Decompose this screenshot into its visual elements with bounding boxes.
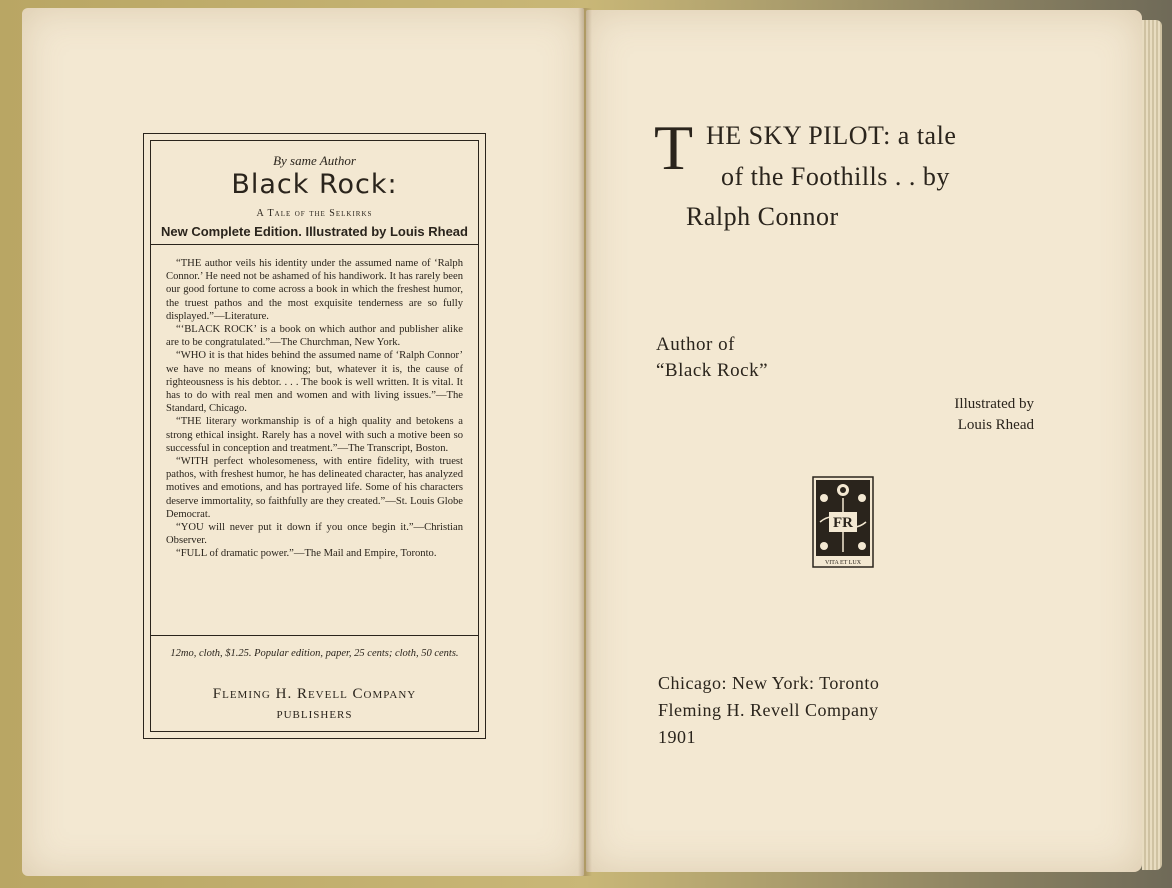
review-quote: “WHO it is that hides behind the assumed name of ‘Ralph Connor’ we have no means of knowing; but, whatever it is, the cause of righteousness is his debtor. . . . The book is well written. It is vital. It has to do with real men and women and with living issues.”—The Standard, Chicago. [166,350,463,415]
page-edges [1142,20,1162,870]
device-initials: FR [833,515,853,531]
ad-edition-note: New Complete Edition. Illustrated by Louis Rhead [161,224,468,239]
imprint-block [658,670,879,751]
imprint-year: 1901 [658,727,696,747]
advertisement-inner-frame [150,140,479,732]
review-quote: “THE literary workmanship is of a high quality and betokens a strong ethical insight. Rarely has a novel with such a motive been so successful in conception and treatment.”—The Transcript, Boston. [166,416,463,454]
illustrator-block [900,394,1034,436]
ad-review-quotes [166,257,463,561]
author-of-label: Author of [656,334,735,355]
illustrator-name: Louis Rhead [957,417,1034,433]
author-of-book: “Black Rock” [656,360,769,381]
ad-publisher-name: Fleming H. Revell Company [212,686,417,702]
device-motto: VITA ET LUX [824,560,862,566]
publisher-device-logo [812,476,874,568]
illustrated-by-label: Illustrated by [954,396,1034,412]
title-line-1: HE SKY PILOT: a tale [706,121,957,150]
author-of-block [656,332,768,384]
advertisement-box [143,133,486,739]
title-drop-cap: T [654,112,694,183]
ad-divider-bottom [151,635,478,636]
ad-subtitle: A Tale of the Selkirks [256,208,373,219]
imprint-cities: Chicago: New York: Toronto [658,673,880,693]
ad-by-line: By same Author [273,153,356,168]
title-line-2: of the Foothills . . by [721,162,950,191]
ad-publishers-label: PUBLISHERS [276,709,353,721]
review-quote: “YOU will never put it down if you once begin it.”—Christian Observer. [166,522,463,547]
ad-price-line: 12mo, cloth, $1.25. Popular edition, paper, 25 cents; cloth, 50 cents. [170,648,459,659]
review-quote: “‘BLACK ROCK’ is a book on which author and publisher alike are to be congratulated.”—The Churchman, New York. [166,324,463,349]
imprint-publisher: Fleming H. Revell Company [658,700,879,720]
review-quote: “WITH perfect wholesomeness, with entire fidelity, with truest pathos, with freshest humor, he has delineated character, has analyzed motives and emotions, and has portrayed life. Some of his characters deserve immortality, so faithfully are they created.”—St. Louis Globe Democrat. [166,456,463,520]
title-author-line: Ralph Connor [686,202,839,231]
ad-book-title: Black Rock: [231,169,398,200]
review-quote: “FULL of dramatic power.”—The Mail and Empire, Toronto. [176,548,437,560]
ad-divider-top [151,244,478,245]
review-quote: “THE author veils his identity under the assumed name of ‘Ralph Connor.’ He need not be ashamed of his handiwork. It has rarely been our good fortune to come across a book in which the freshest humor, the truest pathos and the most exquisite tenderness are so fully displayed.”—Literature. [166,258,463,322]
book-gutter [578,8,592,876]
